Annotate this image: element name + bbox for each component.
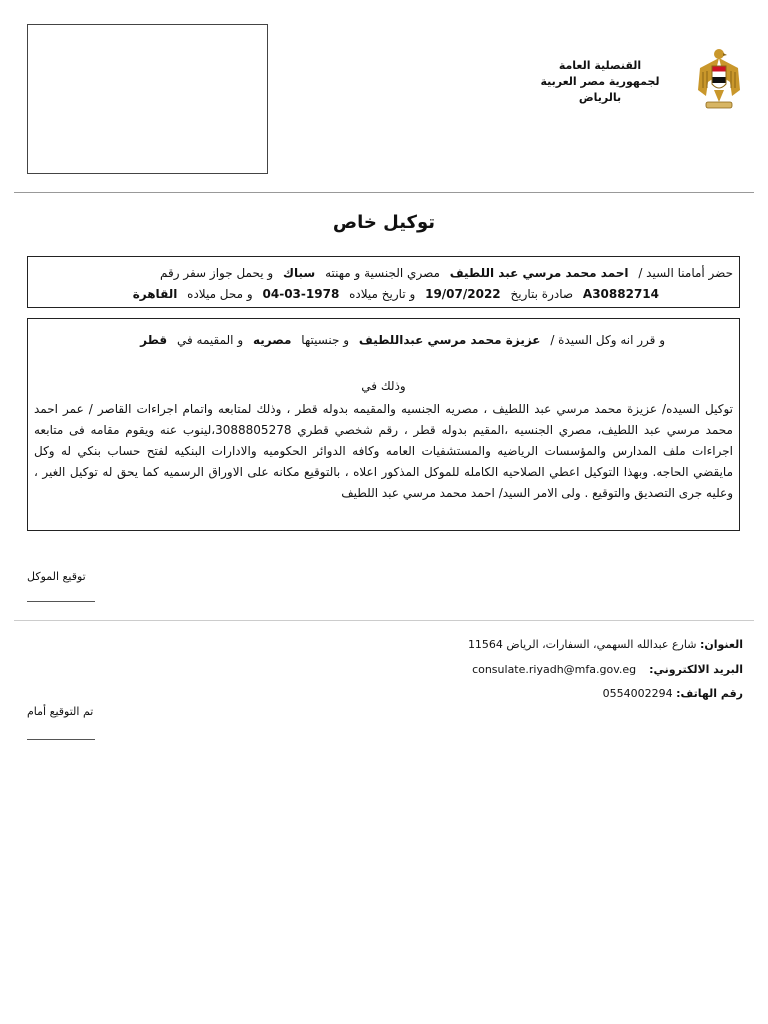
agent-info-box <box>27 318 740 531</box>
address-value: شارع عبدالله السهمي، السفارات، الرياض 11564 <box>467 638 697 651</box>
birth-place: القاهرة <box>132 287 178 301</box>
email-value[interactable]: consulate.riyadh@mfa.gov.eg <box>472 663 637 676</box>
footer-divider <box>14 620 754 621</box>
consulate-line-2: لجمهورية مصر العربية <box>540 75 660 88</box>
phone-value: 0554002294 <box>602 687 673 700</box>
document-title: توكيل خاص <box>332 212 436 233</box>
passport-text: و يحمل جواز سفر رقم <box>160 266 274 280</box>
witness-signature-line <box>27 739 95 740</box>
header-divider <box>14 192 754 193</box>
photo-placeholder-box <box>27 24 268 174</box>
power-of-attorney-body: توكيل السيده/ عزيزة محمد مرسي عبد اللطيف ، مصريه الجنسيه والمقيمه بدوله قطر ، وذلك لمتابعه واتمام اجراءات القاصر / عمر احمد محمد مرسي عبد اللطيف، مصري الجنسيه ،المقيم بدوله قطر ، رقم شخصي قطري 3088805278،لينوب عنه ويقوم مقامه فى متابعه اجراءات ملف المدارس والمؤسسات الرياضيه والمستشفيات العامه وكافه الدوائر الحكوميه والادارات البنكيه لفتح حساب بنكي له وكل مايقضي الحاجه. وبهذا التوكيل اعطي الصلاحيه الكامله للموكل المذكور اعلاه ، بالتوقيع مكانه على الاوراق الرسميه كما يحق له توكيل الغير ، وعليه جرى التصديق والتوقيع . ولى الامر السيد/ احمد محمد مرسي عبد اللطيف <box>34 402 733 500</box>
birth-date-text: و تاريخ ميلاده <box>349 287 416 301</box>
witness-signature-label: تم التوقيع أمام <box>27 705 94 718</box>
phone-label: رقم الهاتف: <box>676 687 743 700</box>
email-row <box>472 663 743 676</box>
agent-intro: و قرر انه وكل السيدة / <box>550 333 665 347</box>
email-label: البريد الالكتروني: <box>649 663 743 676</box>
principal-signature-label: توقيع الموكل <box>27 570 86 583</box>
principal-name: احمد محمد مرسي عبد اللطيف <box>449 266 629 280</box>
issue-date: 19/07/2022 <box>425 287 501 301</box>
principal-profession: سباك <box>283 266 316 280</box>
consulate-line-1: القنصلية العامة <box>558 59 642 72</box>
address-label: العنوان: <box>699 638 743 651</box>
birth-date: 1978-03-04 <box>262 287 340 301</box>
agent-nationality-text: و جنسيتها <box>301 333 350 347</box>
principal-signature-line <box>27 601 95 602</box>
agent-residence: قطر <box>140 333 168 347</box>
egypt-eagle-emblem-icon <box>694 44 744 114</box>
principal-intro: حضر أمامنا السيد / <box>638 266 733 280</box>
purpose-heading: وذلك في <box>361 379 406 393</box>
passport-number: A30882714 <box>582 287 659 301</box>
agent-residence-text: و المقيمه في <box>176 333 244 347</box>
issued-text: صادرة بتاريخ <box>510 287 574 301</box>
birth-place-text: و محل ميلاده <box>187 287 253 301</box>
consulate-name <box>520 58 680 106</box>
agent-name: عزيزة محمد مرسي عبداللطيف <box>358 333 541 347</box>
principal-info-box <box>27 256 740 308</box>
phone-row <box>603 687 743 700</box>
agent-nationality: مصريه <box>252 333 292 347</box>
address-row <box>468 638 743 651</box>
consulate-line-3: بالرياض <box>578 91 622 104</box>
principal-nationality-text: مصري الجنسية و مهنته <box>325 266 440 280</box>
